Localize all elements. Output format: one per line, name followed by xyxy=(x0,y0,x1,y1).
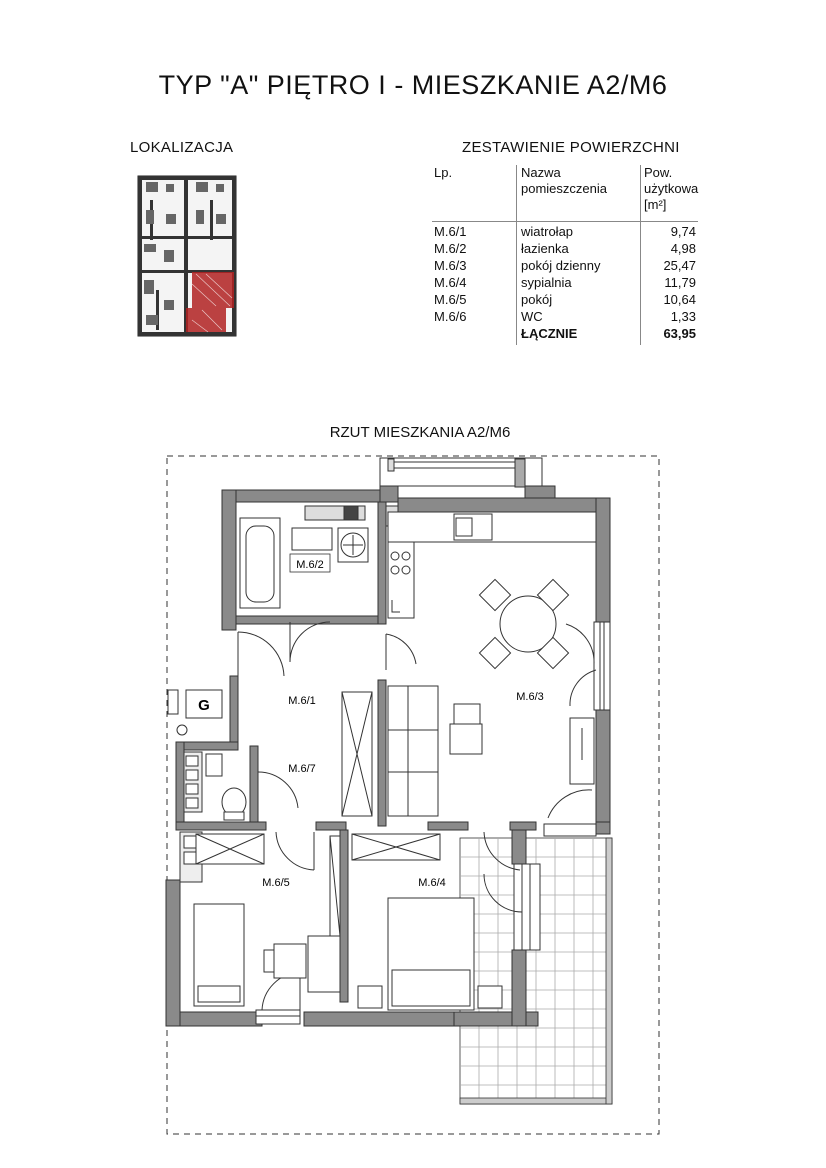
sofa xyxy=(388,686,594,816)
table-row: M.6/5 pokój 10,64 xyxy=(434,292,696,307)
table-row: M.6/1 wiatrołap 9,74 xyxy=(434,224,696,239)
bedroom-small xyxy=(194,834,340,1006)
summary-heading: ZESTAWIENIE POWIERZCHNI xyxy=(462,139,680,156)
header-name: Nazwa pomieszczenia xyxy=(521,165,607,196)
table-row: M.6/4 sypialnia 11,79 xyxy=(434,275,696,290)
room-label-m63: M.6/3 xyxy=(516,691,544,703)
table-total-row: ŁĄCZNIE 63,95 xyxy=(521,326,696,341)
top-balcony xyxy=(380,458,542,487)
header-lp: Lp. xyxy=(434,165,453,180)
room-label-m65: M.6/5 xyxy=(262,877,290,889)
dining-table xyxy=(479,579,568,668)
wardrobe xyxy=(342,692,372,816)
header-area: Pow. użytkowa [m²] xyxy=(644,165,699,212)
table-row: M.6/3 pokój dzienny 25,47 xyxy=(434,258,696,273)
table-row: M.6/2 łazienka 4,98 xyxy=(434,241,696,256)
room-label-m67: M.6/7 xyxy=(288,763,316,775)
page-title: TYP "A" PIĘTRO I - MIESZKANIE A2/M6 xyxy=(158,70,668,100)
room-label-m61: M.6/1 xyxy=(288,695,316,707)
location-label: LOKALIZACJA xyxy=(130,139,234,156)
stair-marker: G xyxy=(198,697,210,714)
room-label-m64: M.6/4 xyxy=(418,877,446,889)
plan-heading: RZUT MIESZKANIA A2/M6 xyxy=(329,424,511,441)
table-row: M.6/6 WC 1,33 xyxy=(434,309,696,324)
wc xyxy=(206,754,246,820)
room-label-m62: M.6/2 xyxy=(296,559,324,571)
